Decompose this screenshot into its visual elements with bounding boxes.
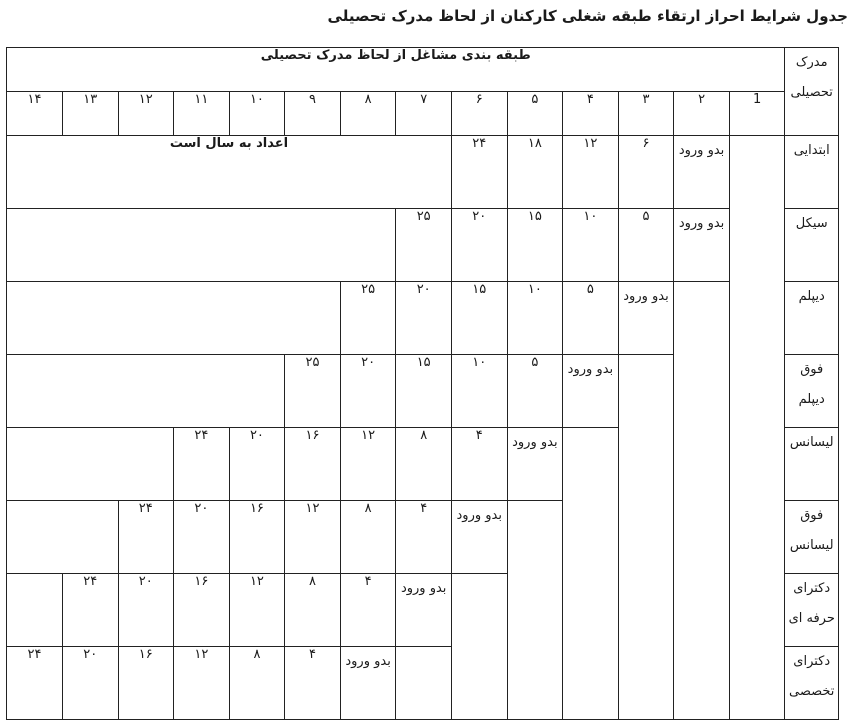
education-label: ابتدایی [785, 136, 839, 209]
grade-1-merged-cell [729, 136, 785, 720]
value-cell: ۸ [229, 647, 285, 720]
entry-cell: بدو ورود [340, 647, 396, 720]
education-label: فوق دیپلم [785, 355, 839, 428]
value-cell: ۲۰ [451, 209, 507, 282]
note-cell: اعداد به سال است [7, 136, 452, 209]
education-label: لیسانس [785, 428, 839, 501]
value-cell: ۲۴ [7, 647, 63, 720]
education-label: دیپلم [785, 282, 839, 355]
value-cell: ۲۰ [340, 355, 396, 428]
value-cell: ۴ [451, 428, 507, 501]
empty-merged-cell [7, 501, 119, 574]
entry-cell: بدو ورود [563, 355, 619, 428]
grade-number-row [7, 92, 839, 136]
empty-merged-cell [674, 282, 730, 720]
empty-merged-cell [7, 355, 285, 428]
grade-number: ۱۰ [229, 92, 285, 136]
group-header-row [7, 48, 839, 92]
entry-cell: بدو ورود [674, 209, 730, 282]
grade-number: ۱۲ [118, 92, 174, 136]
grade-number: ۵ [507, 92, 563, 136]
value-cell: ۶ [618, 136, 674, 209]
entry-cell: بدو ورود [451, 501, 507, 574]
education-header: مدرک تحصیلی [785, 48, 839, 136]
grade-table [6, 47, 839, 720]
empty-merged-cell [7, 282, 341, 355]
value-cell: ۵ [563, 282, 619, 355]
value-cell: ۱۰ [507, 282, 563, 355]
grade-number: ۹ [285, 92, 341, 136]
education-label: فوق لیسانس [785, 501, 839, 574]
grade-number: 1 [729, 92, 785, 136]
value-cell: ۵ [618, 209, 674, 282]
table-row [7, 136, 839, 209]
entry-cell: بدو ورود [674, 136, 730, 209]
entry-cell: بدو ورود [618, 282, 674, 355]
entry-cell: بدو ورود [507, 428, 563, 501]
grade-number: ۳ [618, 92, 674, 136]
empty-merged-cell [7, 428, 174, 501]
value-cell: ۱۵ [396, 355, 452, 428]
value-cell: ۲۰ [229, 428, 285, 501]
empty-merged-cell [7, 574, 63, 647]
value-cell: ۱۶ [285, 428, 341, 501]
value-cell: ۸ [285, 574, 341, 647]
grade-number: ۱۱ [174, 92, 230, 136]
value-cell: ۲۰ [174, 501, 230, 574]
value-cell: ۱۶ [174, 574, 230, 647]
value-cell: ۲۰ [396, 282, 452, 355]
value-cell: ۴ [340, 574, 396, 647]
value-cell: ۵ [507, 355, 563, 428]
value-cell: ۱۸ [507, 136, 563, 209]
empty-merged-cell [7, 209, 396, 282]
entry-cell: بدو ورود [396, 574, 452, 647]
value-cell: ۱۰ [563, 209, 619, 282]
grade-number: ۱۳ [62, 92, 118, 136]
value-cell: ۸ [396, 428, 452, 501]
empty-merged-cell [396, 647, 452, 720]
value-cell: ۲۰ [118, 574, 174, 647]
value-cell: ۱۰ [451, 355, 507, 428]
value-cell: ۱۵ [507, 209, 563, 282]
table-row [7, 282, 839, 355]
group-header: طبقه بندی مشاغل از لحاظ مدرک تحصیلی [7, 48, 785, 92]
value-cell: ۱۲ [174, 647, 230, 720]
empty-merged-cell [507, 501, 563, 720]
grade-number: ۶ [451, 92, 507, 136]
value-cell: ۱۶ [229, 501, 285, 574]
grade-number: ۷ [396, 92, 452, 136]
value-cell: ۲۰ [62, 647, 118, 720]
empty-merged-cell [618, 355, 674, 720]
value-cell: ۲۵ [340, 282, 396, 355]
education-label: سیکل [785, 209, 839, 282]
empty-merged-cell [563, 428, 619, 720]
value-cell: ۱۶ [118, 647, 174, 720]
education-label: دکترای تخصصی [785, 647, 839, 720]
empty-merged-cell [451, 574, 507, 720]
value-cell: ۲۴ [62, 574, 118, 647]
grade-number: ۲ [674, 92, 730, 136]
value-cell: ۱۲ [340, 428, 396, 501]
value-cell: ۱۲ [229, 574, 285, 647]
value-cell: ۲۴ [451, 136, 507, 209]
value-cell: ۱۵ [451, 282, 507, 355]
value-cell: ۱۲ [563, 136, 619, 209]
value-cell: ۲۴ [118, 501, 174, 574]
education-label: دکترای حرفه ای [785, 574, 839, 647]
value-cell: ۴ [396, 501, 452, 574]
value-cell: ۸ [340, 501, 396, 574]
value-cell: ۲۴ [174, 428, 230, 501]
table-row [7, 209, 839, 282]
value-cell: ۴ [285, 647, 341, 720]
value-cell: ۲۵ [285, 355, 341, 428]
value-cell: ۱۲ [285, 501, 341, 574]
grade-number: ۱۴ [7, 92, 63, 136]
grade-number: ۸ [340, 92, 396, 136]
value-cell: ۲۵ [396, 209, 452, 282]
grade-number: ۴ [563, 92, 619, 136]
page-title: جدول شرایط احراز ارتقاء طبقه شغلی کارکنان از لحاظ مدرک تحصیلی [327, 7, 848, 25]
